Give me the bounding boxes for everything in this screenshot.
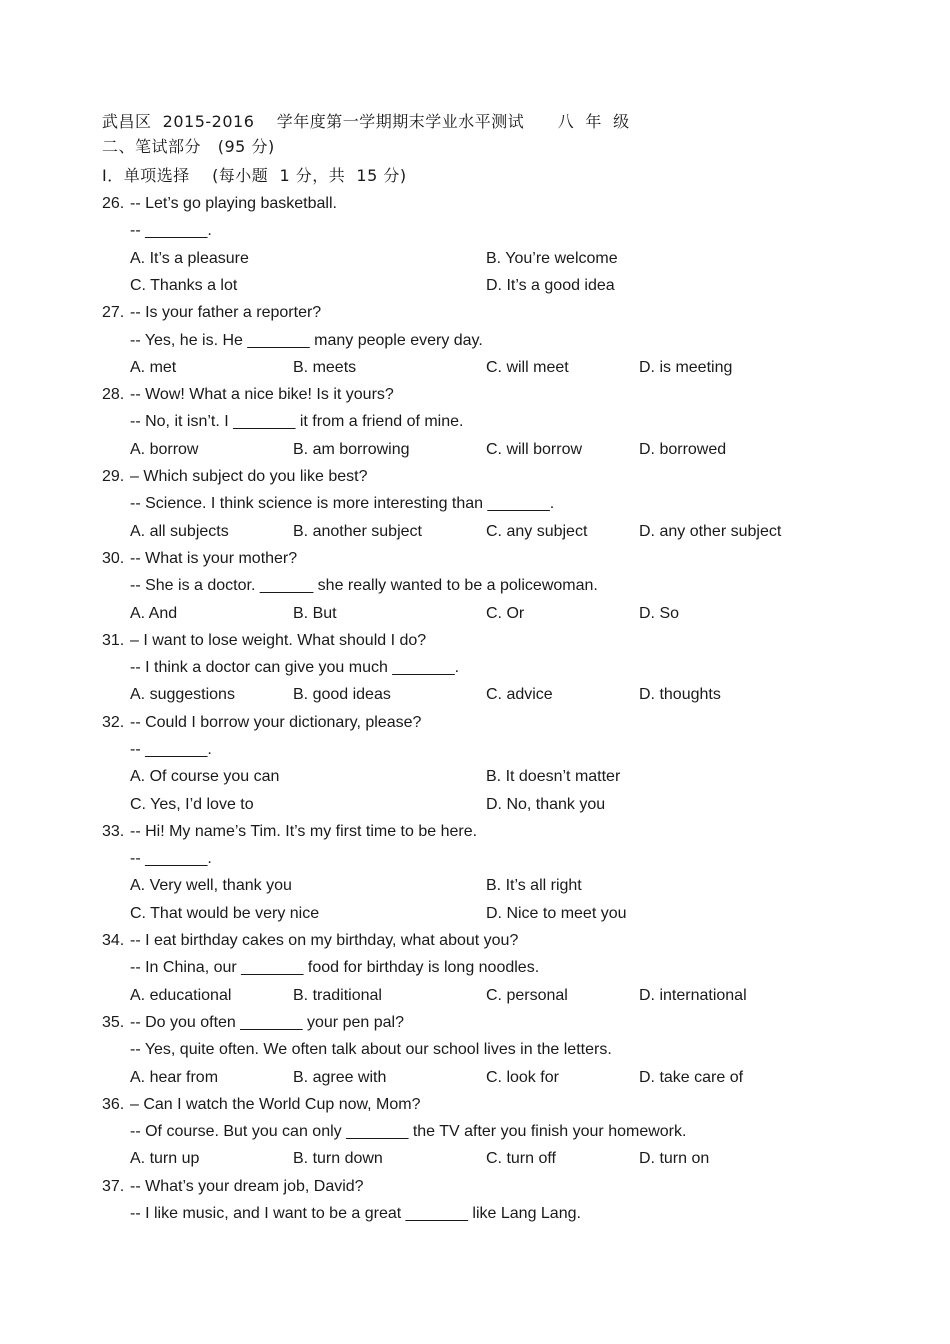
- question-37-line-1: -- What’s your dream job, David?: [130, 1178, 364, 1195]
- question-31-line-2: -- I think a doctor can give you much _______.: [130, 659, 460, 676]
- question-number: 33.: [102, 823, 125, 840]
- option-35-c: C. look for: [486, 1069, 559, 1086]
- question-29-line-1: – Which subject do you like best?: [130, 468, 368, 485]
- part-heading: I．单项选择 (每小题 1 分，共 15 分): [102, 166, 407, 185]
- question-number: 31.: [102, 632, 125, 649]
- question-33-line-1: -- Hi! My name’s Tim. It’s my first time to be here.: [130, 823, 478, 840]
- question-number: 26.: [102, 195, 125, 212]
- option-28-d: D. borrowed: [639, 441, 727, 458]
- option-26-b: B. You’re welcome: [486, 250, 618, 267]
- question-number: 35.: [102, 1014, 125, 1031]
- question-number: 28.: [102, 386, 125, 403]
- option-35-a: A. hear from: [130, 1069, 219, 1086]
- question-number: 29.: [102, 468, 125, 485]
- question-31-line-1: – I want to lose weight. What should I do?: [130, 632, 427, 649]
- option-36-b: B. turn down: [293, 1150, 383, 1167]
- option-32-c: C. Yes, I’d love to: [130, 796, 254, 813]
- question-number: 30.: [102, 550, 125, 567]
- option-28-a: A. borrow: [130, 441, 199, 458]
- option-27-b: B. meets: [293, 359, 357, 376]
- option-32-a: A. Of course you can: [130, 768, 280, 785]
- option-31-d: D. thoughts: [639, 686, 721, 703]
- question-30-line-1: -- What is your mother?: [130, 550, 298, 567]
- option-36-a: A. turn up: [130, 1150, 200, 1167]
- question-27-line-2: -- Yes, he is. He _______ many people every day.: [130, 332, 483, 349]
- question-35-line-1: -- Do you often _______ your pen pal?: [130, 1014, 404, 1031]
- option-26-c: C. Thanks a lot: [130, 277, 238, 294]
- section-heading: 二、笔试部分 (95 分): [102, 137, 275, 156]
- question-34-line-1: -- I eat birthday cakes on my birthday, what about you?: [130, 932, 519, 949]
- question-28-line-1: -- Wow! What a nice bike! Is it yours?: [130, 386, 394, 403]
- option-26-a: A. It’s a pleasure: [130, 250, 249, 267]
- exam-title: 武昌区 2015-2016 学年度第一学期期末学业水平测试 八 年 级: [102, 112, 630, 131]
- option-34-b: B. traditional: [293, 987, 382, 1004]
- option-27-a: A. met: [130, 359, 177, 376]
- question-26-line-1: -- Let’s go playing basketball.: [130, 195, 337, 212]
- option-30-d: D. So: [639, 605, 680, 622]
- option-34-c: C. personal: [486, 987, 568, 1004]
- option-30-c: C. Or: [486, 605, 525, 622]
- question-30-line-2: -- She is a doctor. ______ she really wanted to be a policewoman.: [130, 577, 598, 594]
- question-37-line-2: -- I like music, and I want to be a great _______ like Lang Lang.: [130, 1205, 581, 1222]
- question-number: 32.: [102, 714, 125, 731]
- question-27-line-1: -- Is your father a reporter?: [130, 304, 322, 321]
- option-33-a: A. Very well, thank you: [130, 877, 292, 894]
- option-31-a: A. suggestions: [130, 686, 235, 703]
- question-number: 36.: [102, 1096, 125, 1113]
- option-33-b: B. It’s all right: [486, 877, 582, 894]
- option-34-d: D. international: [639, 987, 747, 1004]
- question-number: 37.: [102, 1178, 125, 1195]
- option-30-b: B. But: [293, 605, 337, 622]
- question-number: 27.: [102, 304, 125, 321]
- option-27-d: D. is meeting: [639, 359, 733, 376]
- question-32-line-1: -- Could I borrow your dictionary, please?: [130, 714, 422, 731]
- question-26-line-2: -- _______.: [130, 222, 212, 239]
- question-29-line-2: -- Science. I think science is more interesting than _______.: [130, 495, 555, 512]
- question-36-line-1: – Can I watch the World Cup now, Mom?: [130, 1096, 421, 1113]
- question-28-line-2: -- No, it isn’t. I _______ it from a friend of mine.: [130, 413, 464, 430]
- option-29-c: C. any subject: [486, 523, 588, 540]
- question-number: 34.: [102, 932, 125, 949]
- option-36-c: C. turn off: [486, 1150, 556, 1167]
- option-34-a: A. educational: [130, 987, 232, 1004]
- option-26-d: D. It’s a good idea: [486, 277, 615, 294]
- option-29-d: D. any other subject: [639, 523, 782, 540]
- option-35-b: B. agree with: [293, 1069, 387, 1086]
- question-32-line-2: -- _______.: [130, 741, 212, 758]
- option-30-a: A. And: [130, 605, 178, 622]
- question-33-line-2: -- _______.: [130, 850, 212, 867]
- option-33-c: C. That would be very nice: [130, 905, 320, 922]
- option-28-c: C. will borrow: [486, 441, 583, 458]
- question-36-line-2: -- Of course. But you can only _______ the TV after you finish your homework.: [130, 1123, 687, 1140]
- option-35-d: D. take care of: [639, 1069, 744, 1086]
- option-29-a: A. all subjects: [130, 523, 229, 540]
- question-35-line-2: -- Yes, quite often. We often talk about our school lives in the letters.: [130, 1041, 612, 1058]
- option-27-c: C. will meet: [486, 359, 569, 376]
- option-36-d: D. turn on: [639, 1150, 710, 1167]
- option-32-b: B. It doesn’t matter: [486, 768, 621, 785]
- option-31-c: C. advice: [486, 686, 553, 703]
- question-34-line-2: -- In China, our _______ food for birthday is long noodles.: [130, 959, 540, 976]
- option-32-d: D. No, thank you: [486, 796, 606, 813]
- option-28-b: B. am borrowing: [293, 441, 410, 458]
- option-29-b: B. another subject: [293, 523, 422, 540]
- option-33-d: D. Nice to meet you: [486, 905, 627, 922]
- option-31-b: B. good ideas: [293, 686, 391, 703]
